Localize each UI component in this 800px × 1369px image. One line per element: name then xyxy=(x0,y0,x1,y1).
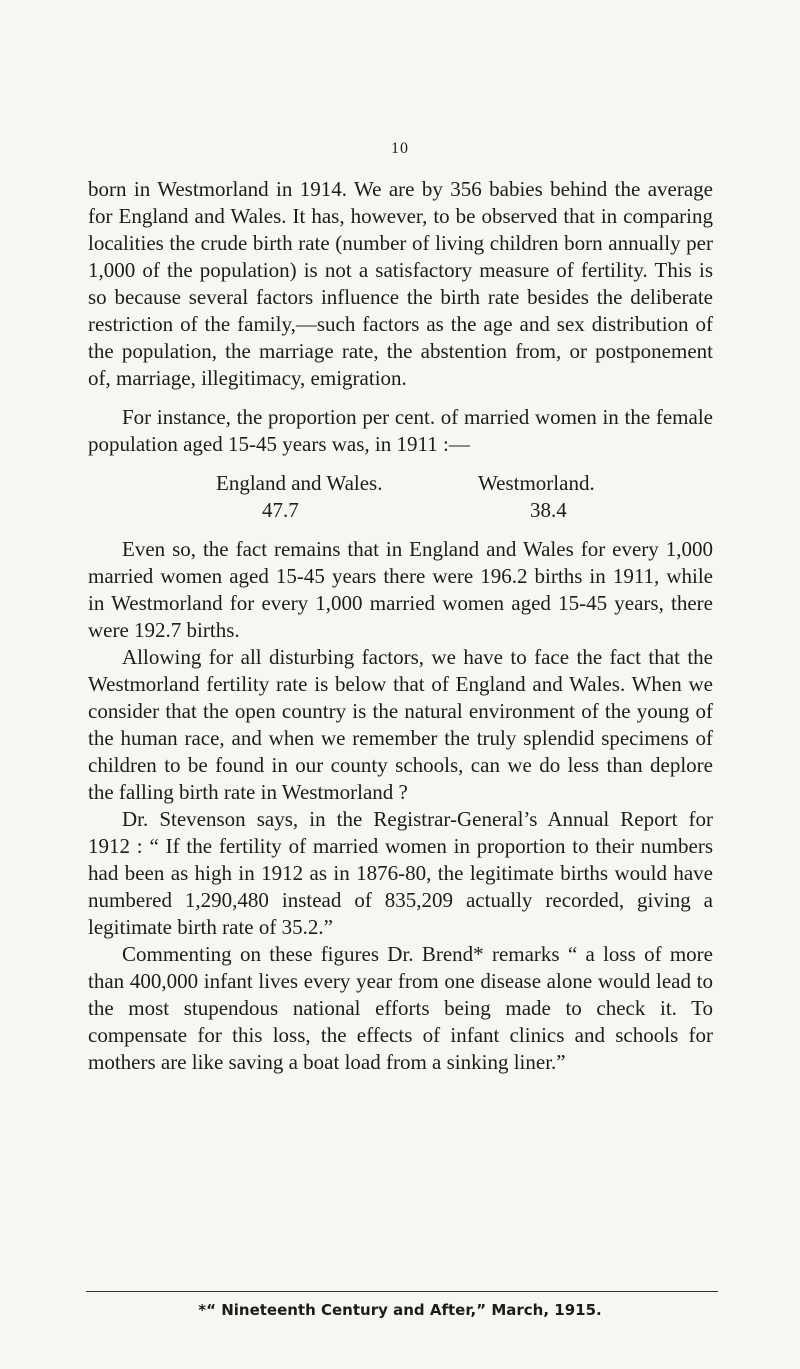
paragraph: For instance, the proportion per cent. of married women in the female population aged 15-45 years was, in 1911 :— xyxy=(88,405,713,456)
body-text xyxy=(88,176,713,1076)
table-value-westmorland: 38.4 xyxy=(530,498,567,522)
table-value-row xyxy=(88,497,686,524)
paragraph: Allowing for all disturbing factors, we have to face the fact that the Westmorland fertility rate is below that of England and Wales. When we consider that the open country is the natural environment of the young of the human race, and when we remember the truly splendid specimens of children to be found in our county schools, can we do less than deplore the falling birth rate in Westmorland ? xyxy=(88,645,713,804)
footnote-divider xyxy=(86,1291,718,1292)
table-header-westmorland: Westmorland. xyxy=(478,471,595,495)
table-value-england: 47.7 xyxy=(262,498,299,522)
paragraph: Commenting on these figures Dr. Brend* remarks “ a loss of more than 400,000 infant lives every year from one disease alone would lead to the most stupendous national efforts being made to check it. To compensate for this loss, the effects of infant clinics and schools for mothers are like saving a boat load from a sinking liner.” xyxy=(88,942,713,1074)
table-header-row xyxy=(88,470,686,497)
page-number: 10 xyxy=(391,140,409,157)
paragraph: born in Westmorland in 1914. We are by 356 babies behind the average for England and Wales. It has, however, to be observed that in comparing localities the crude birth rate (number of living children born annually per 1,000 of the population) is not a satisfactory measure of fertility. This is so because several factors influence the birth rate besides the deliberate restriction of the family,—such factors as the age and sex distribution of the population, the marriage rate, the abstention from, or postponement of, marriage, illegitimacy, emigration. xyxy=(88,177,713,390)
statistics-table xyxy=(88,470,713,524)
table-header-england: England and Wales. xyxy=(216,471,383,495)
footnote: *“ Nineteenth Century and After,” March, 1915. xyxy=(198,1301,602,1319)
paragraph: Dr. Stevenson says, in the Registrar-General’s Annual Report for 1912 : “ If the fertility of married women in proportion to their numbers had been as high in 1912 as in 1876-80, the legitimate births would have numbered 1,290,480 instead of 835,209 actually recorded, giving a legitimate birth rate of 35.2.” xyxy=(88,807,713,939)
paragraph: Even so, the fact remains that in England and Wales for every 1,000 married women aged 15-45 years there were 196.2 births in 1911, while in Westmorland for every 1,000 married women aged 15-45 years, there were 192.7 births. xyxy=(88,537,713,642)
